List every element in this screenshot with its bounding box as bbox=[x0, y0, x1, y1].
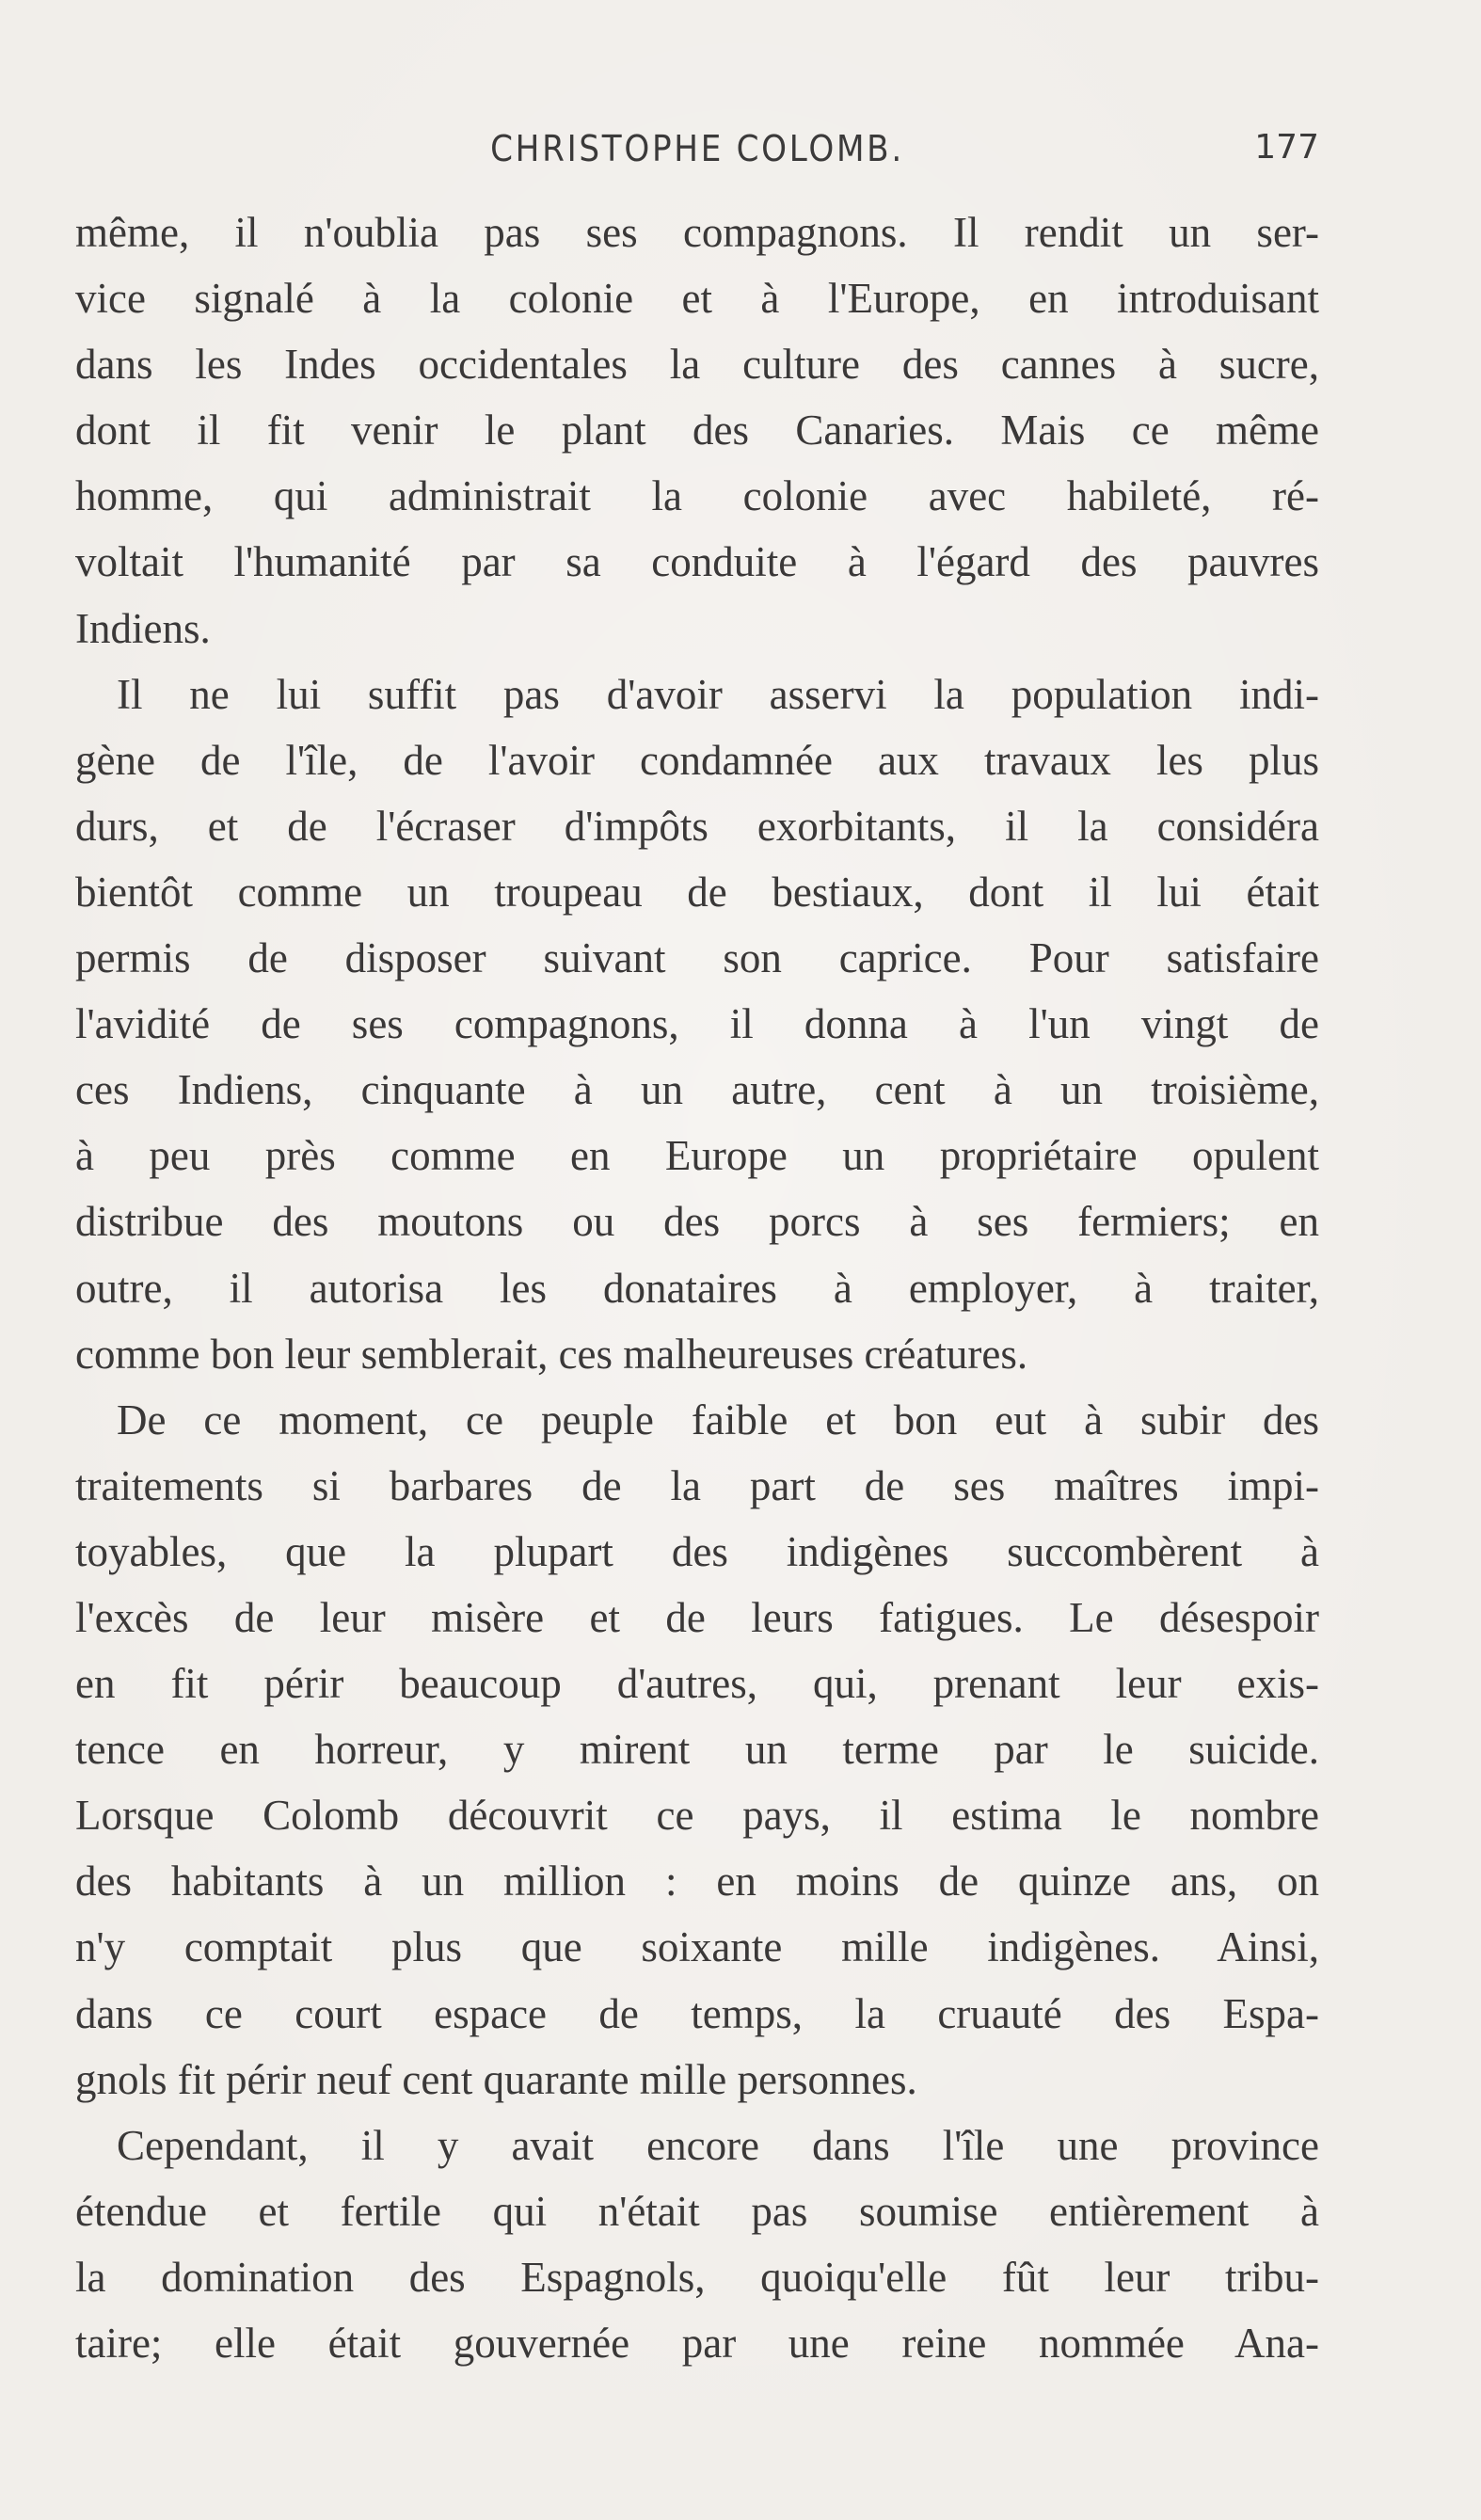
text-line: De ce moment, ce peuple faible et bon eut à subir des bbox=[117, 1396, 1319, 1443]
paragraph bbox=[75, 1387, 1319, 2113]
text-line: même, il n'oublia pas ses compagnons. Il rendit un ser- bbox=[75, 209, 1319, 256]
text-line: dans ce court espace de temps, la cruauté des Espa- bbox=[75, 1989, 1319, 2037]
text-line: outre, il autorisa les donataires à employer, à traiter, bbox=[75, 1264, 1319, 1312]
text-line: taire; elle était gouvernée par une reine nommée Ana- bbox=[75, 2320, 1319, 2367]
text-line: gène de l'île, de l'avoir condamnée aux travaux les plus bbox=[75, 736, 1319, 784]
paragraph bbox=[75, 662, 1319, 1387]
text-line: n'y comptait plus que soixante mille indigènes. Ainsi, bbox=[75, 1923, 1319, 1971]
text-line: traitements si barbares de la part de ses maîtres impi- bbox=[75, 1461, 1319, 1509]
text-line: à peu près comme en Europe un propriétaire opulent bbox=[75, 1132, 1319, 1180]
running-title: CHRISTOPHE COLOMB. bbox=[490, 128, 904, 169]
text-line: voltait l'humanité par sa conduite à l'égard des pauvres bbox=[75, 538, 1319, 586]
text-body bbox=[75, 199, 1319, 2376]
running-head bbox=[75, 120, 1319, 177]
text-line: dans les Indes occidentales la culture des cannes à sucre, bbox=[75, 341, 1319, 389]
text-line: la domination des Espagnols, quoiqu'elle fût leur tribu- bbox=[75, 2253, 1319, 2301]
text-line: Il ne lui suffit pas d'avoir asservi la population indi- bbox=[117, 670, 1319, 718]
text-line: tence en horreur, y mirent un terme par le suicide. bbox=[75, 1726, 1319, 1774]
text-line: ces Indiens, cinquante à un autre, cent à un troisième, bbox=[75, 1066, 1319, 1114]
text-line: l'avidité de ses compagnons, il donna à l'un vingt de bbox=[75, 1000, 1319, 1048]
page-number: 177 bbox=[1254, 128, 1319, 167]
text-line: Indiens. bbox=[75, 604, 211, 652]
text-line: bientôt comme un troupeau de bestiaux, dont il lui était bbox=[75, 868, 1319, 916]
text-line: homme, qui administrait la colonie avec habileté, ré- bbox=[75, 472, 1319, 520]
text-line: comme bon leur semblerait, ces malheureuses créatures. bbox=[75, 1330, 1028, 1378]
text-line: Cependant, il y avait encore dans l'île une province bbox=[117, 2121, 1319, 2169]
text-line: Lorsque Colomb découvrit ce pays, il estima le nombre bbox=[75, 1792, 1319, 1840]
text-line: des habitants à un million : en moins de quinze ans, on bbox=[75, 1858, 1319, 1906]
text-line: permis de disposer suivant son caprice. Pour satisfaire bbox=[75, 934, 1319, 982]
text-line: gnols fit périr neuf cent quarante mille personnes. bbox=[75, 2055, 917, 2103]
text-line: durs, et de l'écraser d'impôts exorbitants, il la considéra bbox=[75, 802, 1319, 850]
text-line: en fit périr beaucoup d'autres, qui, prenant leur exis- bbox=[75, 1660, 1319, 1708]
text-line: toyables, que la plupart des indigènes succombèrent à bbox=[75, 1527, 1319, 1575]
text-line: vice signalé à la colonie et à l'Europe, en introduisant bbox=[75, 275, 1319, 323]
text-line: distribue des moutons ou des porcs à ses fermiers; en bbox=[75, 1198, 1319, 1246]
paragraph bbox=[75, 199, 1319, 662]
text-line: l'excès de leur misère et de leurs fatigues. Le désespoir bbox=[75, 1593, 1319, 1641]
paragraph bbox=[75, 2113, 1319, 2376]
text-line: dont il fit venir le plant des Canaries. Mais ce même bbox=[75, 407, 1319, 455]
text-line: étendue et fertile qui n'était pas soumise entièrement à bbox=[75, 2187, 1319, 2235]
